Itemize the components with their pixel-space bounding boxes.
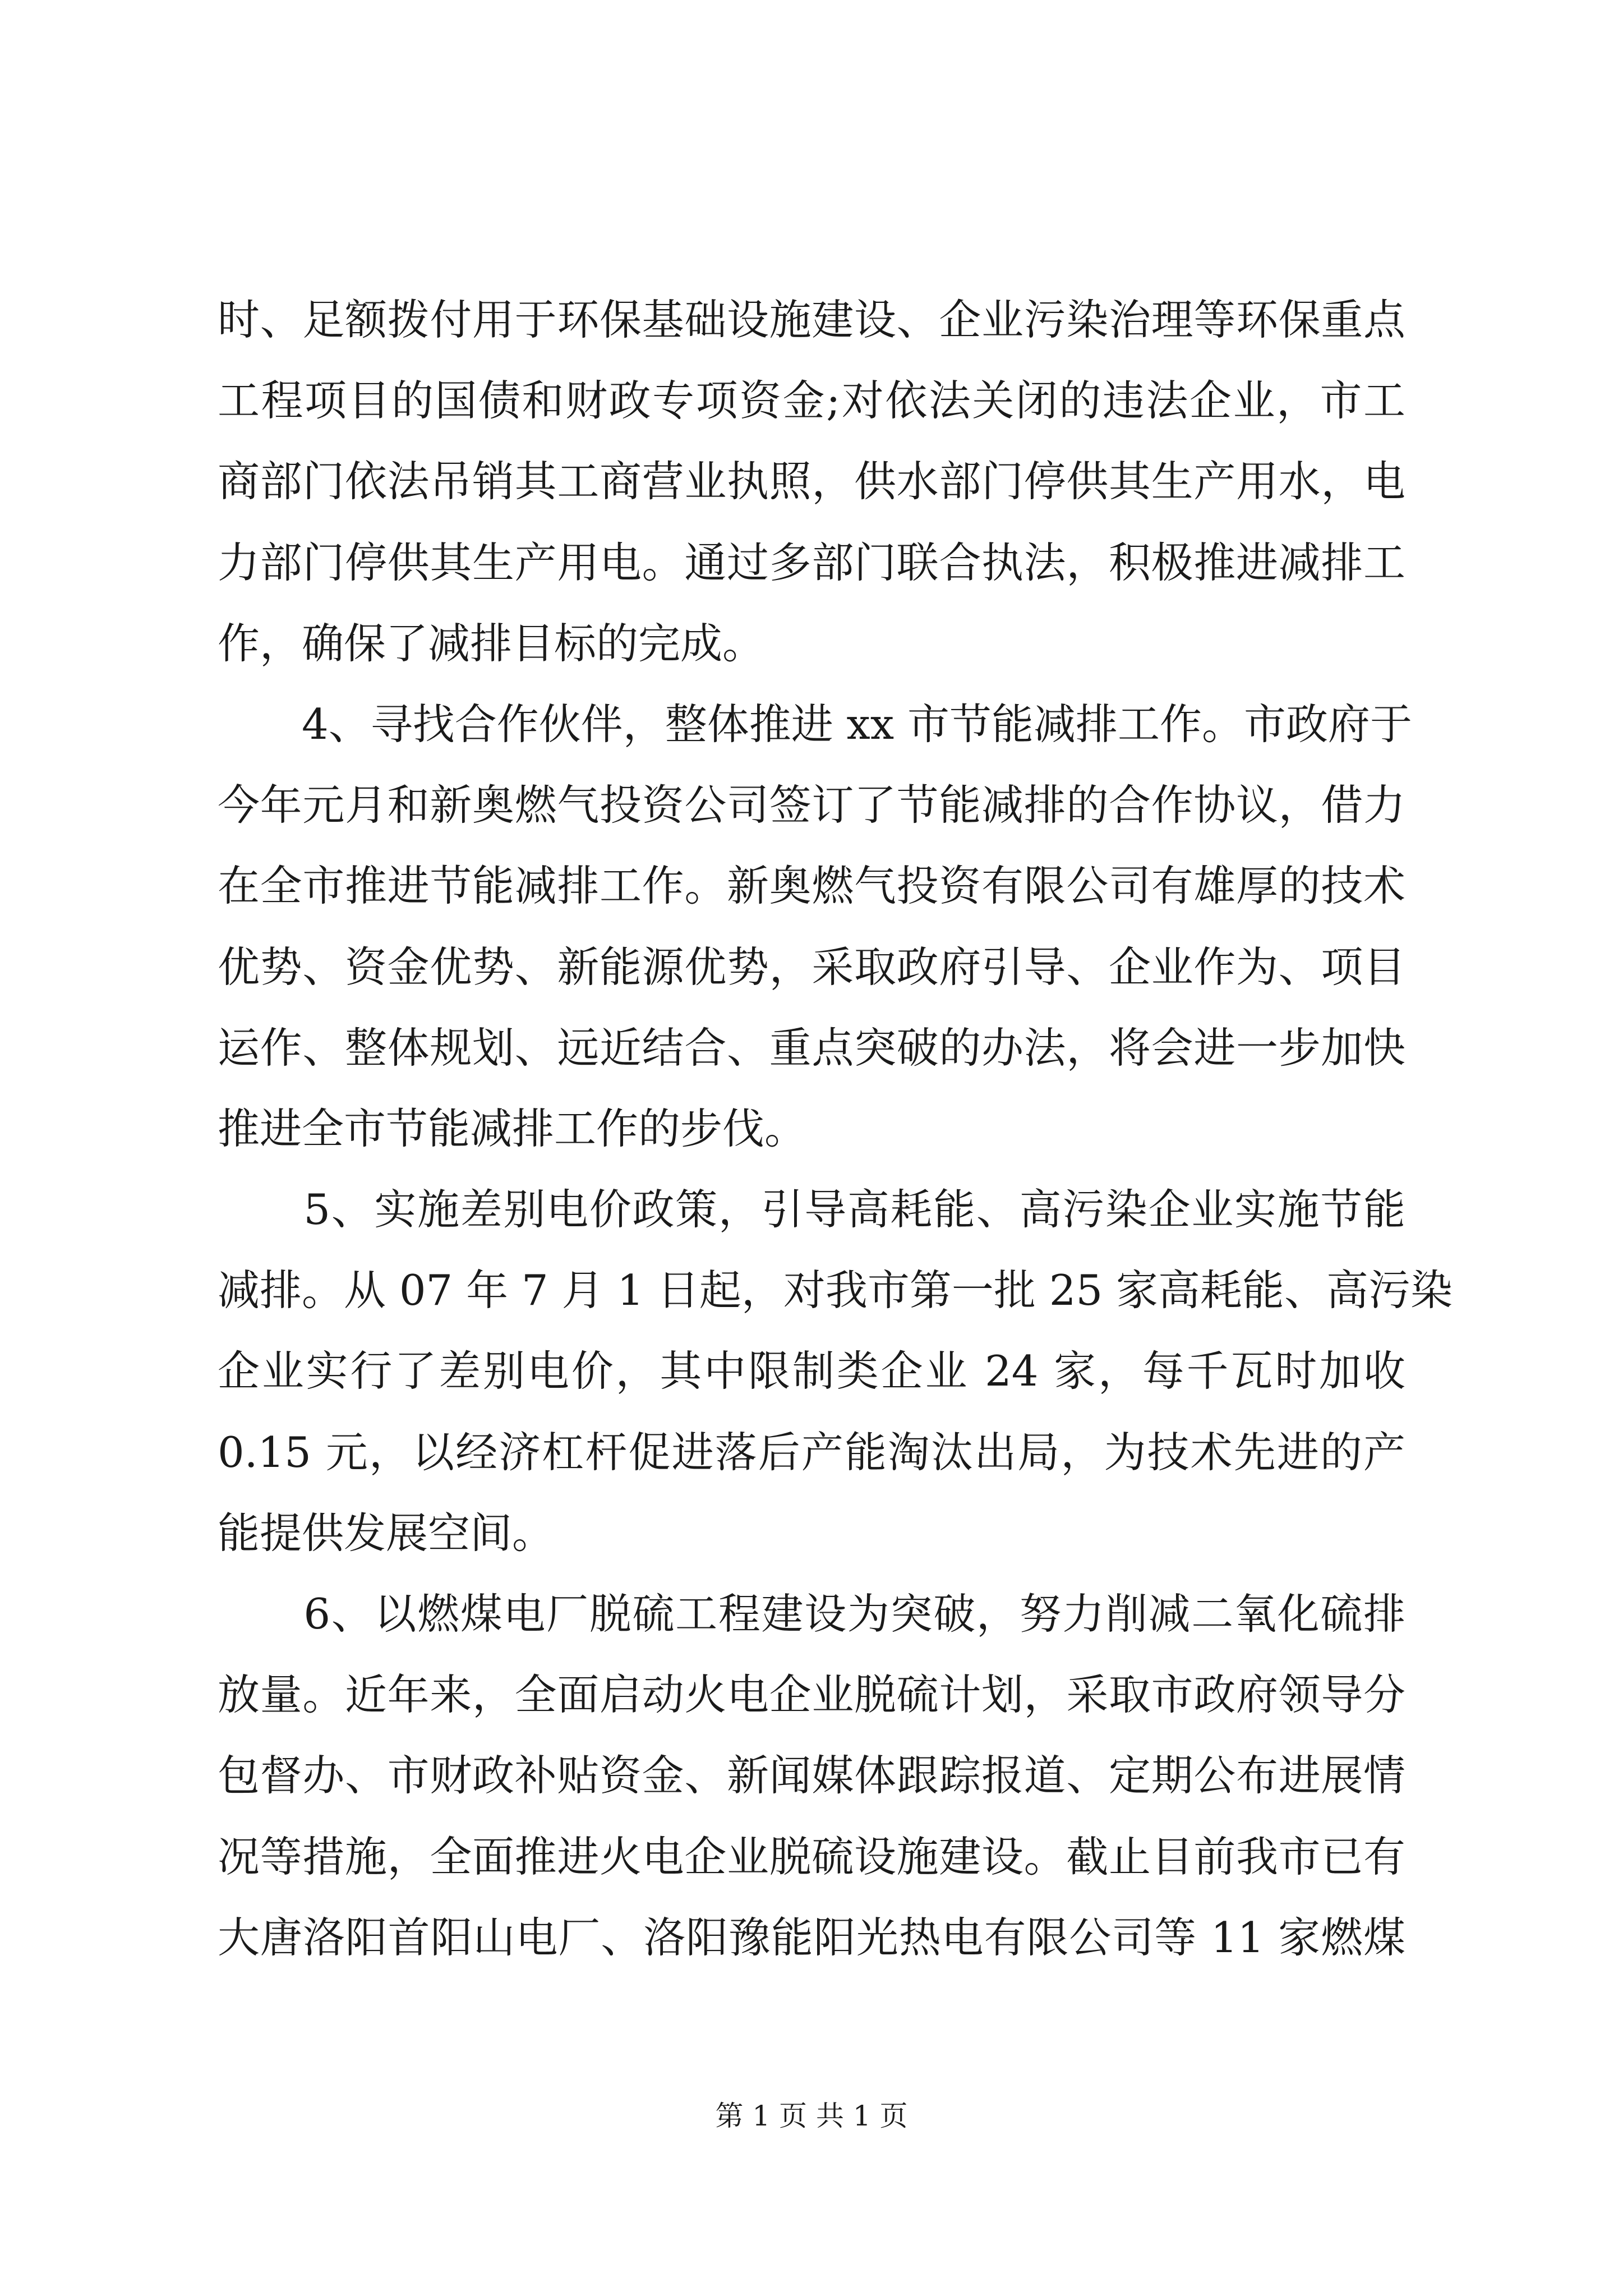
text-line: 商部门依法吊销其工商营业执照，供水部门停供其生产用水，电 — [218, 457, 1405, 507]
text-line: 作，确保了减排目标的完成。 — [218, 618, 765, 668]
page-number-footer: 第 1 页 共 1 页 — [715, 2100, 908, 2132]
paragraph-item-6 — [218, 1573, 1405, 1978]
text-line: 优势、资金优势、新能源优势，采取政府引导、企业作为、项目 — [218, 942, 1405, 992]
text-line: 包督办、市财政补贴资金、新闻媒体跟踪报道、定期公布进展情 — [218, 1751, 1405, 1801]
text-line: 放量。近年来，全面启动火电企业脱硫计划，采取市政府领导分 — [218, 1670, 1405, 1720]
text-line: 减排。从 07 年 7 月 1 日起，对我市第一批 25 家高耗能、高污染 — [218, 1266, 1453, 1315]
text-line: 在全市推进节能减排工作。新奥燃气投资有限公司有雄厚的技术 — [218, 861, 1405, 911]
text-line: 企业实行了差别电价，其中限制类企业 24 家，每千瓦时加收 — [218, 1346, 1405, 1396]
text-line: 5、实施差别电价政策，引导高耗能、高污染企业实施节能 — [218, 1185, 1405, 1235]
text-line: 力部门停供其生产用电。通过多部门联合执法，积极推进减排工 — [218, 537, 1405, 587]
text-line: 运作、整体规划、远近结合、重点突破的办法，将会进一步加快 — [218, 1023, 1405, 1073]
text-line: 时、足额拨付用于环保基础设施建设、企业污染治理等环保重点 — [218, 295, 1405, 344]
document-body — [218, 279, 1453, 1978]
text-line: 工程项目的国债和财政专项资金;对依法关闭的违法企业，市工 — [218, 376, 1405, 426]
paragraph-item-5 — [218, 1169, 1453, 1573]
text-line: 0.15 元，以经济杠杆促进落后产能淘汰出局，为技术先进的产 — [218, 1427, 1405, 1477]
paragraph-item-4 — [218, 684, 1412, 1169]
text-line: 推进全市节能减排工作的步伐。 — [218, 1103, 807, 1153]
text-line: 今年元月和新奥燃气投资公司签订了节能减排的合作协议，借力 — [218, 780, 1405, 830]
text-line: 能提供发展空间。 — [218, 1508, 555, 1558]
text-line: 4、寻找合作伙伴，整体推进 xx 市节能减排工作。市政府于 — [218, 699, 1412, 749]
text-line: 6、以燃煤电厂脱硫工程建设为突破，努力削减二氧化硫排 — [218, 1589, 1405, 1639]
paragraph-continuation — [218, 279, 1405, 684]
text-line: 大唐洛阳首阳山电厂、洛阳豫能阳光热电有限公司等 11 家燃煤 — [218, 1912, 1405, 1962]
text-line: 况等措施，全面推进火电企业脱硫设施建设。截止目前我市已有 — [218, 1832, 1405, 1881]
